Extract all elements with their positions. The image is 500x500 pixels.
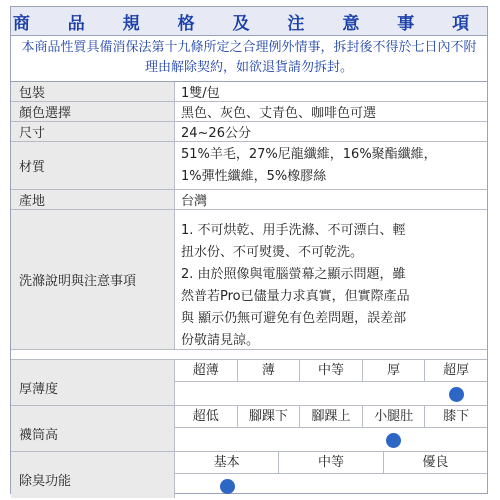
rating-row-sock-height	[11, 406, 487, 452]
selected-rating-dot-icon	[386, 433, 401, 448]
spec-value-line: 1. 不可烘乾、用手洗滌、不可漂白、輕	[181, 223, 406, 238]
spec-value-line: 扭水份、不可熨燙、不可乾洗。	[181, 245, 364, 260]
rating-marker-cell	[425, 382, 487, 405]
selected-rating-dot-icon	[220, 479, 235, 494]
rating-marker-cell	[300, 382, 362, 405]
rating-label: 襪筒高	[11, 406, 175, 451]
rating-option: 厚	[363, 360, 426, 381]
selected-rating-dot-icon	[449, 387, 464, 402]
spec-value-line: 與 顯示仍無可避免有色差問題，誤差部	[181, 311, 407, 326]
rating-scale	[175, 360, 487, 405]
rating-options	[175, 406, 487, 428]
return-policy-notice: 本商品性質具備消保法第十九條所定之合理例外情事，拆封後不得於七日內不附理由解除契約，如欲退貨請勿拆封。	[11, 36, 487, 82]
rating-option: 膝下	[443, 409, 470, 424]
rating-option: 中等	[279, 452, 383, 473]
rating-row-thickness	[11, 360, 487, 406]
spec-label: 尺寸	[11, 122, 175, 141]
rating-option: 優良	[422, 455, 449, 470]
rating-row-deodorizing	[11, 452, 487, 498]
rating-marker-cell	[279, 474, 383, 498]
rating-marker-row	[175, 382, 487, 405]
rating-marker-row	[175, 428, 487, 451]
spec-value: 24~26公分	[181, 126, 251, 141]
rating-option: 超薄	[175, 360, 238, 381]
rating-option: 小腿肚	[363, 406, 426, 427]
rating-marker-cell	[300, 428, 362, 451]
rating-label: 厚薄度	[11, 360, 175, 405]
table-title-bar	[11, 7, 487, 36]
spec-table	[10, 6, 488, 494]
spec-value: 1雙/包	[181, 86, 220, 101]
spec-value-line: 1%彈性纖維，5%橡膠絲	[181, 169, 327, 184]
spec-label: 產地	[11, 190, 175, 209]
spec-row-size	[11, 122, 487, 142]
rating-marker-cell	[175, 382, 237, 405]
rating-option: 薄	[238, 360, 301, 381]
rating-marker-cell	[383, 474, 487, 498]
spec-row-colors	[11, 102, 487, 122]
spec-value-line: 51%羊毛，27%尼龍纖維，16%聚酯纖維，	[181, 147, 437, 162]
rating-marker-cell	[362, 428, 424, 451]
spec-value	[175, 210, 487, 349]
rating-marker-cell	[237, 382, 299, 405]
spec-row-care-instructions	[11, 210, 487, 350]
rating-option: 超低	[175, 406, 238, 427]
rating-marker-cell	[175, 474, 279, 498]
spec-label: 材質	[11, 142, 175, 189]
spec-value: 黑色、灰色、丈青色、咖啡色可選	[181, 106, 377, 121]
rating-option: 腳踝上	[300, 406, 363, 427]
spec-label: 顏色選擇	[11, 102, 175, 121]
spec-value-line: 2. 由於照像與電腦螢幕之顯示問題，雖	[181, 267, 406, 282]
spec-row-origin	[11, 190, 487, 210]
rating-marker-cell	[362, 382, 424, 405]
rating-marker-cell	[237, 428, 299, 451]
spec-value: 台灣	[181, 194, 208, 209]
spec-value	[175, 142, 487, 189]
rating-marker-row	[175, 474, 487, 498]
spec-value-line: 份敬請見諒。	[181, 333, 260, 348]
rating-options	[175, 452, 487, 474]
spec-value-line: 然普若Pro已儘量力求真實，但實際產品	[181, 289, 410, 304]
rating-marker-cell	[175, 428, 237, 451]
rating-scale	[175, 406, 487, 451]
table-title: 商 品 規 格 及 注 意 事 項	[12, 13, 486, 34]
spec-label: 包裝	[11, 82, 175, 101]
rating-option: 基本	[175, 452, 279, 473]
rating-option: 腳踝下	[238, 406, 301, 427]
rating-marker-cell	[425, 428, 487, 451]
rating-scale	[175, 452, 487, 498]
spec-label: 洗滌說明與注意事項	[11, 210, 175, 349]
rating-option: 中等	[300, 360, 363, 381]
rating-options	[175, 360, 487, 382]
spec-row-packaging	[11, 82, 487, 102]
spec-row-material	[11, 142, 487, 190]
rating-option: 超厚	[443, 363, 470, 378]
rating-label: 除臭功能	[11, 452, 175, 498]
